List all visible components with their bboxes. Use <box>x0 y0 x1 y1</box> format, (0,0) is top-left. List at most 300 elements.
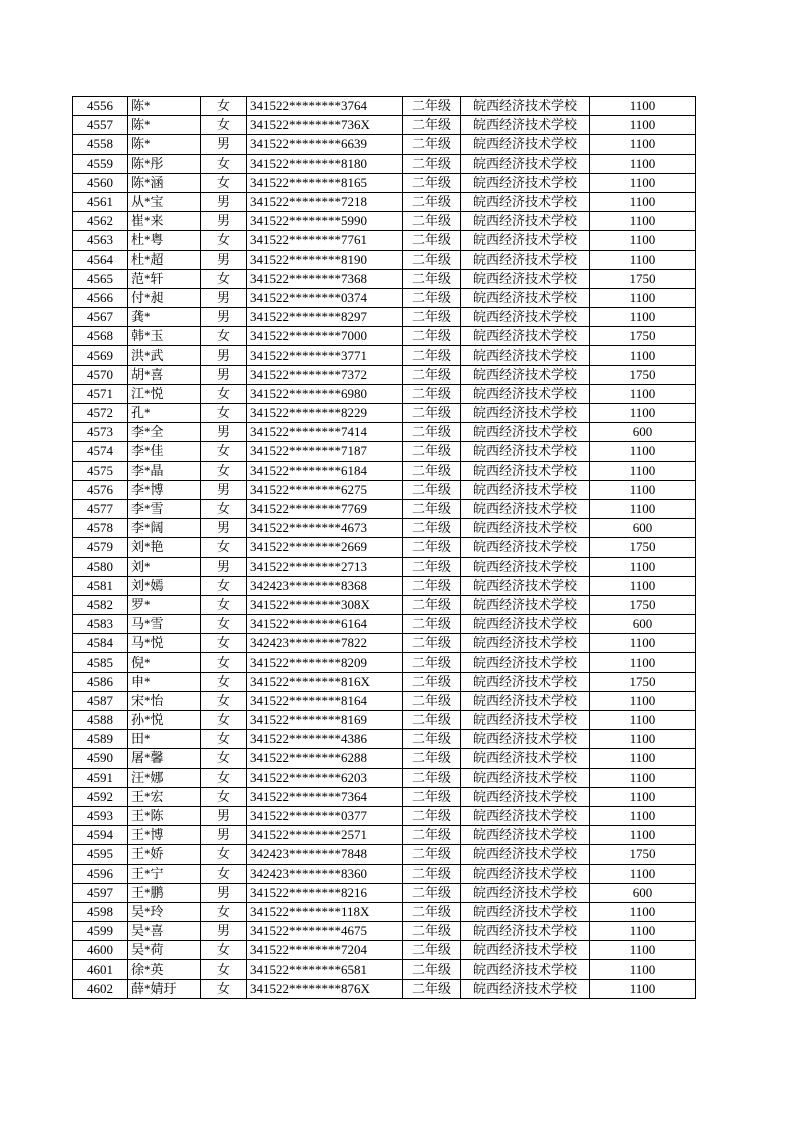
table-row <box>73 691 696 710</box>
student-name-cell: 王*娇 <box>128 845 201 864</box>
student-name-cell: 王*宁 <box>128 864 201 883</box>
student-name-cell: 从*宝 <box>128 192 201 211</box>
subsidy-amount-cell: 1100 <box>590 499 696 518</box>
subsidy-amount-cell: 1100 <box>590 97 696 116</box>
subsidy-amount-cell: 1100 <box>590 826 696 845</box>
id-number-cell: 341522********876X <box>247 979 403 998</box>
subsidy-amount-cell: 1100 <box>590 480 696 499</box>
row-number-cell: 4578 <box>73 519 128 538</box>
id-number-cell: 341522********3771 <box>247 346 403 365</box>
gender-cell: 女 <box>201 672 247 691</box>
row-number-cell: 4567 <box>73 308 128 327</box>
table-row <box>73 749 696 768</box>
subsidy-amount-cell: 1100 <box>590 634 696 653</box>
table-body <box>73 97 696 999</box>
student-name-cell: 陈*涵 <box>128 173 201 192</box>
subsidy-amount-cell: 1100 <box>590 902 696 921</box>
school-cell: 皖西经济技术学校 <box>461 192 590 211</box>
subsidy-amount-cell: 1100 <box>590 557 696 576</box>
subsidy-amount-cell: 1100 <box>590 308 696 327</box>
row-number-cell: 4584 <box>73 634 128 653</box>
subsidy-amount-cell: 1100 <box>590 922 696 941</box>
gender-cell: 男 <box>201 519 247 538</box>
row-number-cell: 4585 <box>73 653 128 672</box>
row-number-cell: 4570 <box>73 365 128 384</box>
student-name-cell: 龚* <box>128 308 201 327</box>
row-number-cell: 4589 <box>73 730 128 749</box>
student-name-cell: 薛*婧玗 <box>128 979 201 998</box>
id-number-cell: 341522********7761 <box>247 231 403 250</box>
subsidy-amount-cell: 1100 <box>590 806 696 825</box>
row-number-cell: 4599 <box>73 922 128 941</box>
subsidy-amount-cell: 1100 <box>590 384 696 403</box>
gender-cell: 女 <box>201 634 247 653</box>
grade-cell: 二年级 <box>403 845 461 864</box>
table-row <box>73 653 696 672</box>
school-cell: 皖西经济技术学校 <box>461 749 590 768</box>
table-row <box>73 787 696 806</box>
id-number-cell: 341522********8190 <box>247 250 403 269</box>
student-name-cell: 江*悦 <box>128 384 201 403</box>
id-number-cell: 341522********5990 <box>247 212 403 231</box>
student-name-cell: 李*全 <box>128 423 201 442</box>
school-cell: 皖西经济技术学校 <box>461 212 590 231</box>
row-number-cell: 4577 <box>73 499 128 518</box>
subsidy-amount-cell: 1100 <box>590 116 696 135</box>
student-name-cell: 陈* <box>128 97 201 116</box>
student-name-cell: 宋*怡 <box>128 691 201 710</box>
gender-cell: 女 <box>201 538 247 557</box>
gender-cell: 女 <box>201 461 247 480</box>
student-name-cell: 胡*喜 <box>128 365 201 384</box>
student-name-cell: 吴*荷 <box>128 941 201 960</box>
id-number-cell: 342423********7848 <box>247 845 403 864</box>
table-row <box>73 922 696 941</box>
student-name-cell: 孙*悦 <box>128 711 201 730</box>
id-number-cell: 341522********4386 <box>247 730 403 749</box>
student-name-cell: 马*雪 <box>128 615 201 634</box>
grade-cell: 二年级 <box>403 212 461 231</box>
subsidy-amount-cell: 1100 <box>590 173 696 192</box>
table-row <box>73 711 696 730</box>
grade-cell: 二年级 <box>403 576 461 595</box>
student-name-cell: 刘* <box>128 557 201 576</box>
subsidy-amount-cell: 1100 <box>590 941 696 960</box>
row-number-cell: 4596 <box>73 864 128 883</box>
school-cell: 皖西经济技术学校 <box>461 941 590 960</box>
gender-cell: 女 <box>201 154 247 173</box>
id-number-cell: 341522********2713 <box>247 557 403 576</box>
id-number-cell: 341522********3764 <box>247 97 403 116</box>
school-cell: 皖西经济技术学校 <box>461 576 590 595</box>
id-number-cell: 341522********0377 <box>247 806 403 825</box>
row-number-cell: 4563 <box>73 231 128 250</box>
table-row <box>73 979 696 998</box>
table-row <box>73 231 696 250</box>
grade-cell: 二年级 <box>403 960 461 979</box>
table-row <box>73 346 696 365</box>
school-cell: 皖西经济技术学校 <box>461 672 590 691</box>
row-number-cell: 4575 <box>73 461 128 480</box>
school-cell: 皖西经济技术学校 <box>461 711 590 730</box>
subsidy-amount-cell: 600 <box>590 519 696 538</box>
row-number-cell: 4582 <box>73 595 128 614</box>
gender-cell: 女 <box>201 404 247 423</box>
gender-cell: 女 <box>201 902 247 921</box>
school-cell: 皖西经济技术学校 <box>461 346 590 365</box>
id-number-cell: 341522********7372 <box>247 365 403 384</box>
gender-cell: 女 <box>201 979 247 998</box>
grade-cell: 二年级 <box>403 883 461 902</box>
id-number-cell: 341522********736X <box>247 116 403 135</box>
gender-cell: 女 <box>201 116 247 135</box>
school-cell: 皖西经济技术学校 <box>461 653 590 672</box>
school-cell: 皖西经济技术学校 <box>461 154 590 173</box>
subsidy-amount-cell: 600 <box>590 423 696 442</box>
gender-cell: 男 <box>201 480 247 499</box>
school-cell: 皖西经济技术学校 <box>461 883 590 902</box>
subsidy-amount-cell: 1100 <box>590 711 696 730</box>
gender-cell: 男 <box>201 308 247 327</box>
subsidy-amount-cell: 1100 <box>590 864 696 883</box>
school-cell: 皖西经济技术学校 <box>461 461 590 480</box>
student-name-cell: 陈*彤 <box>128 154 201 173</box>
table-row <box>73 97 696 116</box>
subsidy-amount-cell: 1100 <box>590 212 696 231</box>
grade-cell: 二年级 <box>403 768 461 787</box>
row-number-cell: 4600 <box>73 941 128 960</box>
grade-cell: 二年级 <box>403 116 461 135</box>
school-cell: 皖西经济技术学校 <box>461 615 590 634</box>
row-number-cell: 4557 <box>73 116 128 135</box>
row-number-cell: 4576 <box>73 480 128 499</box>
table-row <box>73 960 696 979</box>
subsidy-amount-cell: 1100 <box>590 576 696 595</box>
subsidy-amount-cell: 1750 <box>590 538 696 557</box>
subsidy-amount-cell: 1100 <box>590 231 696 250</box>
row-number-cell: 4598 <box>73 902 128 921</box>
subsidy-amount-cell: 1100 <box>590 730 696 749</box>
gender-cell: 男 <box>201 883 247 902</box>
gender-cell: 男 <box>201 557 247 576</box>
gender-cell: 男 <box>201 192 247 211</box>
gender-cell: 男 <box>201 922 247 941</box>
student-name-cell: 杜*粤 <box>128 231 201 250</box>
row-number-cell: 4573 <box>73 423 128 442</box>
school-cell: 皖西经济技术学校 <box>461 845 590 864</box>
grade-cell: 二年级 <box>403 135 461 154</box>
gender-cell: 女 <box>201 173 247 192</box>
student-name-cell: 王*博 <box>128 826 201 845</box>
id-number-cell: 341522********8209 <box>247 653 403 672</box>
gender-cell: 女 <box>201 864 247 883</box>
student-name-cell: 屠*馨 <box>128 749 201 768</box>
gender-cell: 男 <box>201 423 247 442</box>
student-name-cell: 徐*英 <box>128 960 201 979</box>
row-number-cell: 4587 <box>73 691 128 710</box>
grade-cell: 二年级 <box>403 902 461 921</box>
school-cell: 皖西经济技术学校 <box>461 404 590 423</box>
row-number-cell: 4574 <box>73 442 128 461</box>
id-number-cell: 342423********8360 <box>247 864 403 883</box>
subsidy-amount-cell: 1100 <box>590 979 696 998</box>
grade-cell: 二年级 <box>403 327 461 346</box>
table-row <box>73 557 696 576</box>
subsidy-amount-cell: 1100 <box>590 461 696 480</box>
gender-cell: 女 <box>201 749 247 768</box>
table-row <box>73 480 696 499</box>
id-number-cell: 342423********7822 <box>247 634 403 653</box>
grade-cell: 二年级 <box>403 173 461 192</box>
table-row <box>73 845 696 864</box>
subsidy-amount-cell: 1100 <box>590 404 696 423</box>
gender-cell: 女 <box>201 711 247 730</box>
student-name-cell: 刘*嫣 <box>128 576 201 595</box>
student-name-cell: 李*阔 <box>128 519 201 538</box>
student-name-cell: 韩*玉 <box>128 327 201 346</box>
grade-cell: 二年级 <box>403 365 461 384</box>
row-number-cell: 4592 <box>73 787 128 806</box>
table-row <box>73 404 696 423</box>
subsidy-amount-cell: 1100 <box>590 192 696 211</box>
student-name-cell: 李*雪 <box>128 499 201 518</box>
subsidy-amount-cell: 1750 <box>590 327 696 346</box>
gender-cell: 女 <box>201 730 247 749</box>
row-number-cell: 4586 <box>73 672 128 691</box>
school-cell: 皖西经济技术学校 <box>461 384 590 403</box>
student-name-cell: 李*晶 <box>128 461 201 480</box>
grade-cell: 二年级 <box>403 519 461 538</box>
subsidy-amount-cell: 1100 <box>590 154 696 173</box>
grade-cell: 二年级 <box>403 730 461 749</box>
student-name-cell: 吴*玲 <box>128 902 201 921</box>
table-row <box>73 768 696 787</box>
student-name-cell: 刘*艳 <box>128 538 201 557</box>
row-number-cell: 4583 <box>73 615 128 634</box>
id-number-cell: 341522********2571 <box>247 826 403 845</box>
id-number-cell: 341522********8180 <box>247 154 403 173</box>
gender-cell: 女 <box>201 787 247 806</box>
table-row <box>73 269 696 288</box>
row-number-cell: 4564 <box>73 250 128 269</box>
student-name-cell: 洪*武 <box>128 346 201 365</box>
row-number-cell: 4588 <box>73 711 128 730</box>
school-cell: 皖西经济技术学校 <box>461 97 590 116</box>
subsidy-amount-cell: 1750 <box>590 365 696 384</box>
grade-cell: 二年级 <box>403 404 461 423</box>
school-cell: 皖西经济技术学校 <box>461 979 590 998</box>
grade-cell: 二年级 <box>403 941 461 960</box>
row-number-cell: 4566 <box>73 288 128 307</box>
subsidy-amount-cell: 1750 <box>590 845 696 864</box>
student-name-cell: 王*鹏 <box>128 883 201 902</box>
id-number-cell: 341522********7000 <box>247 327 403 346</box>
grade-cell: 二年级 <box>403 192 461 211</box>
subsidy-amount-cell: 1100 <box>590 749 696 768</box>
school-cell: 皖西经济技术学校 <box>461 231 590 250</box>
grade-cell: 二年级 <box>403 538 461 557</box>
id-number-cell: 341522********4673 <box>247 519 403 538</box>
grade-cell: 二年级 <box>403 711 461 730</box>
school-cell: 皖西经济技术学校 <box>461 442 590 461</box>
row-number-cell: 4602 <box>73 979 128 998</box>
grade-cell: 二年级 <box>403 826 461 845</box>
gender-cell: 男 <box>201 288 247 307</box>
student-name-cell: 范*轩 <box>128 269 201 288</box>
grade-cell: 二年级 <box>403 615 461 634</box>
gender-cell: 男 <box>201 250 247 269</box>
student-name-cell: 王*陈 <box>128 806 201 825</box>
school-cell: 皖西经济技术学校 <box>461 730 590 749</box>
grade-cell: 二年级 <box>403 423 461 442</box>
id-number-cell: 341522********7769 <box>247 499 403 518</box>
table-row <box>73 499 696 518</box>
id-number-cell: 341522********2669 <box>247 538 403 557</box>
id-number-cell: 341522********816X <box>247 672 403 691</box>
grade-cell: 二年级 <box>403 864 461 883</box>
school-cell: 皖西经济技术学校 <box>461 365 590 384</box>
grade-cell: 二年级 <box>403 749 461 768</box>
row-number-cell: 4568 <box>73 327 128 346</box>
id-number-cell: 342423********8368 <box>247 576 403 595</box>
table-row <box>73 250 696 269</box>
grade-cell: 二年级 <box>403 346 461 365</box>
school-cell: 皖西经济技术学校 <box>461 519 590 538</box>
school-cell: 皖西经济技术学校 <box>461 787 590 806</box>
table-row <box>73 634 696 653</box>
subsidy-amount-cell: 1100 <box>590 653 696 672</box>
school-cell: 皖西经济技术学校 <box>461 173 590 192</box>
table-row <box>73 212 696 231</box>
gender-cell: 男 <box>201 365 247 384</box>
row-number-cell: 4561 <box>73 192 128 211</box>
student-name-cell: 王*宏 <box>128 787 201 806</box>
student-name-cell: 汪*娜 <box>128 768 201 787</box>
row-number-cell: 4590 <box>73 749 128 768</box>
student-name-cell: 崔*来 <box>128 212 201 231</box>
school-cell: 皖西经济技术学校 <box>461 806 590 825</box>
table-row <box>73 615 696 634</box>
subsidy-amount-cell: 1750 <box>590 269 696 288</box>
subsidy-amount-cell: 1100 <box>590 442 696 461</box>
grade-cell: 二年级 <box>403 672 461 691</box>
subsidy-amount-cell: 1100 <box>590 787 696 806</box>
grade-cell: 二年级 <box>403 653 461 672</box>
student-name-cell: 李*佳 <box>128 442 201 461</box>
row-number-cell: 4556 <box>73 97 128 116</box>
row-number-cell: 4580 <box>73 557 128 576</box>
table-row <box>73 576 696 595</box>
school-cell: 皖西经济技术学校 <box>461 864 590 883</box>
row-number-cell: 4569 <box>73 346 128 365</box>
student-name-cell: 田* <box>128 730 201 749</box>
gender-cell: 女 <box>201 845 247 864</box>
table-row <box>73 864 696 883</box>
id-number-cell: 341522********7368 <box>247 269 403 288</box>
gender-cell: 女 <box>201 269 247 288</box>
gender-cell: 女 <box>201 960 247 979</box>
id-number-cell: 341522********6203 <box>247 768 403 787</box>
table-row <box>73 806 696 825</box>
school-cell: 皖西经济技术学校 <box>461 557 590 576</box>
gender-cell: 女 <box>201 941 247 960</box>
subsidy-amount-cell: 1100 <box>590 135 696 154</box>
table-row <box>73 519 696 538</box>
table-row <box>73 902 696 921</box>
grade-cell: 二年级 <box>403 499 461 518</box>
id-number-cell: 341522********4675 <box>247 922 403 941</box>
grade-cell: 二年级 <box>403 308 461 327</box>
table-row <box>73 116 696 135</box>
row-number-cell: 4581 <box>73 576 128 595</box>
table-row <box>73 308 696 327</box>
subsidy-amount-cell: 1100 <box>590 250 696 269</box>
school-cell: 皖西经济技术学校 <box>461 423 590 442</box>
row-number-cell: 4579 <box>73 538 128 557</box>
grade-cell: 二年级 <box>403 231 461 250</box>
grade-cell: 二年级 <box>403 461 461 480</box>
school-cell: 皖西经济技术学校 <box>461 116 590 135</box>
id-number-cell: 341522********8229 <box>247 404 403 423</box>
subsidy-amount-cell: 1750 <box>590 672 696 691</box>
table-row <box>73 365 696 384</box>
grade-cell: 二年级 <box>403 154 461 173</box>
table-row <box>73 192 696 211</box>
school-cell: 皖西经济技术学校 <box>461 634 590 653</box>
grade-cell: 二年级 <box>403 806 461 825</box>
student-name-cell: 罗* <box>128 595 201 614</box>
grade-cell: 二年级 <box>403 250 461 269</box>
id-number-cell: 341522********118X <box>247 902 403 921</box>
id-number-cell: 341522********6639 <box>247 135 403 154</box>
student-name-cell: 申* <box>128 672 201 691</box>
table-row <box>73 327 696 346</box>
id-number-cell: 341522********6980 <box>247 384 403 403</box>
row-number-cell: 4571 <box>73 384 128 403</box>
grade-cell: 二年级 <box>403 442 461 461</box>
gender-cell: 男 <box>201 135 247 154</box>
table-row <box>73 423 696 442</box>
grade-cell: 二年级 <box>403 97 461 116</box>
school-cell: 皖西经济技术学校 <box>461 288 590 307</box>
id-number-cell: 341522********7218 <box>247 192 403 211</box>
subsidy-amount-cell: 1100 <box>590 960 696 979</box>
school-cell: 皖西经济技术学校 <box>461 480 590 499</box>
id-number-cell: 341522********8169 <box>247 711 403 730</box>
table-row <box>73 941 696 960</box>
subsidy-amount-cell: 1750 <box>590 595 696 614</box>
student-subsidy-table <box>72 96 696 999</box>
gender-cell: 女 <box>201 576 247 595</box>
id-number-cell: 341522********8297 <box>247 308 403 327</box>
row-number-cell: 4601 <box>73 960 128 979</box>
grade-cell: 二年级 <box>403 787 461 806</box>
gender-cell: 男 <box>201 806 247 825</box>
school-cell: 皖西经济技术学校 <box>461 269 590 288</box>
student-name-cell: 马*悦 <box>128 634 201 653</box>
row-number-cell: 4594 <box>73 826 128 845</box>
school-cell: 皖西经济技术学校 <box>461 960 590 979</box>
id-number-cell: 341522********0374 <box>247 288 403 307</box>
id-number-cell: 341522********7204 <box>247 941 403 960</box>
gender-cell: 男 <box>201 212 247 231</box>
table-row <box>73 538 696 557</box>
gender-cell: 女 <box>201 595 247 614</box>
table-row <box>73 826 696 845</box>
id-number-cell: 341522********7364 <box>247 787 403 806</box>
school-cell: 皖西经济技术学校 <box>461 595 590 614</box>
row-number-cell: 4562 <box>73 212 128 231</box>
